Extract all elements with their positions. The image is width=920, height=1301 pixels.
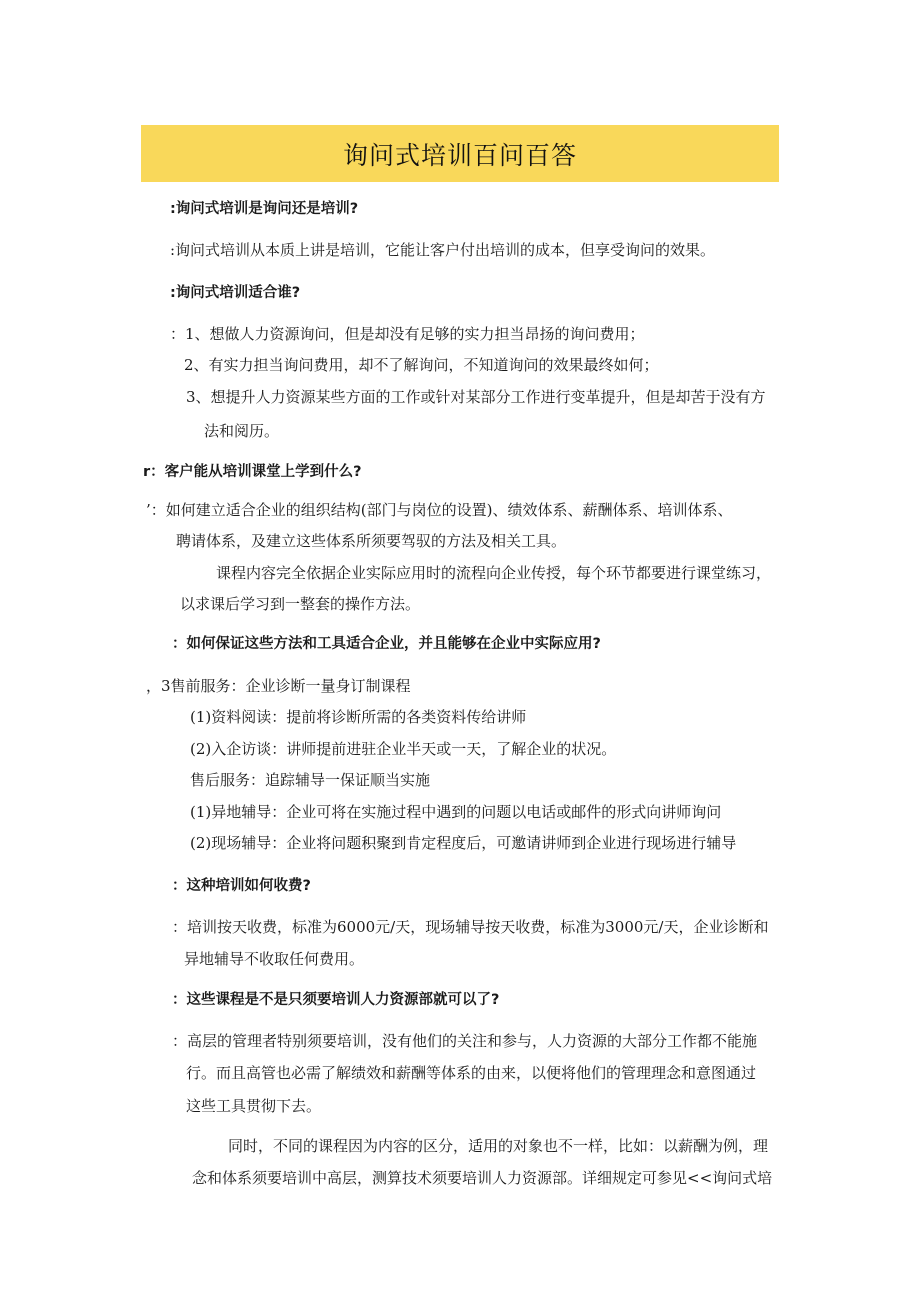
- answer-3-line-1: ’：如何建立适合企业的组织结构(部门与岗位的设置)、绩效体系、薪酬体系、培训体系、: [146, 501, 733, 519]
- answer-4-aftersale: 售后服务：追踪辅导一保证顺当实施: [190, 771, 431, 789]
- question-5: ：这种培训如何收费?: [172, 878, 311, 894]
- answer-2-item-2: 2、有实力担当询问费用，却不了解询问，不知道询问的效果最终如何；: [184, 356, 659, 374]
- answer-2-item-3-cont: 法和阅历。: [204, 422, 280, 440]
- answer-3-line-2: 聘请体系，及建立这些体系所须要驾驭的方法及相关工具。: [176, 532, 567, 550]
- question-3: r：客户能从培训课堂上学到什么?: [143, 464, 362, 480]
- answer-4-aftersale-1: (1)异地辅导：企业可将在实施过程中遇到的问题以电话或邮件的形式向讲师询问: [190, 803, 722, 821]
- answer-6-line-5: 念和体系须要培训中高层，测算技术须要培训人力资源部。详细规定可参见<<询问式培: [192, 1169, 773, 1187]
- answer-5-line-2: 异地辅导不收取任何费用。: [184, 950, 365, 968]
- answer-4-aftersale-2: (2)现场辅导：企业将问题积聚到肯定程度后，可邀请讲师到企业进行现场进行辅导: [190, 834, 737, 852]
- question-2: :询问式培训适合谁?: [170, 285, 301, 301]
- answer-2-item-3: 3、想提升人力资源某些方面的工作或针对某部分工作进行变革提升，但是却苦于没有方: [186, 388, 766, 406]
- answer-5-line-1: ：培训按天收费，标准为6000元/天，现场辅导按天收费，标准为3000元/天，企业诊断和: [172, 918, 769, 936]
- answer-3-line-3: 课程内容完全依据企业实际应用时的流程向企业传授，每个环节都要进行课堂练习，: [216, 564, 772, 582]
- answer-3-line-4: 以求课后学习到一整套的操作方法。: [180, 595, 421, 613]
- answer-4-presale-2: (2)入企访谈：讲师提前进驻企业半天或一天，了解企业的状况。: [190, 740, 617, 758]
- answer-6-line-4: 同时，不同的课程因为内容的区分，适用的对象也不一样，比如：以薪酬为例，理: [228, 1137, 769, 1155]
- answer-4-presale: ，3售前服务：企业诊断一量身订制课程: [146, 677, 411, 695]
- answer-1: :询问式培训从本质上讲是培训，它能让客户付出培训的成本，但享受询问的效果。: [170, 241, 716, 259]
- answer-6-line-1: ：高层的管理者特别须要培训，没有他们的关注和参与，人力资源的大部分工作都不能施: [172, 1032, 758, 1050]
- question-6: ：这些课程是不是只须要培训人力资源部就可以了?: [172, 992, 500, 1008]
- question-4: ：如何保证这些方法和工具适合企业，并且能够在企业中实际应用?: [172, 636, 601, 652]
- answer-2-item-1: ：1、想做人力资源询问，但是却没有足够的实力担当昂扬的询问费用；: [170, 325, 645, 343]
- answer-4-presale-1: (1)资料阅读：提前将诊断所需的各类资料传给讲师: [190, 708, 527, 726]
- page-title: 询问式培训百问百答: [342, 140, 577, 170]
- answer-6-line-2: 行。而且高管也必需了解绩效和薪酬等体系的由来，以便将他们的管理理念和意图通过: [186, 1064, 757, 1082]
- title-banner: [141, 125, 779, 182]
- question-1: :询问式培训是询问还是培训?: [170, 201, 359, 217]
- answer-6-line-3: 这些工具贯彻下去。: [186, 1097, 322, 1115]
